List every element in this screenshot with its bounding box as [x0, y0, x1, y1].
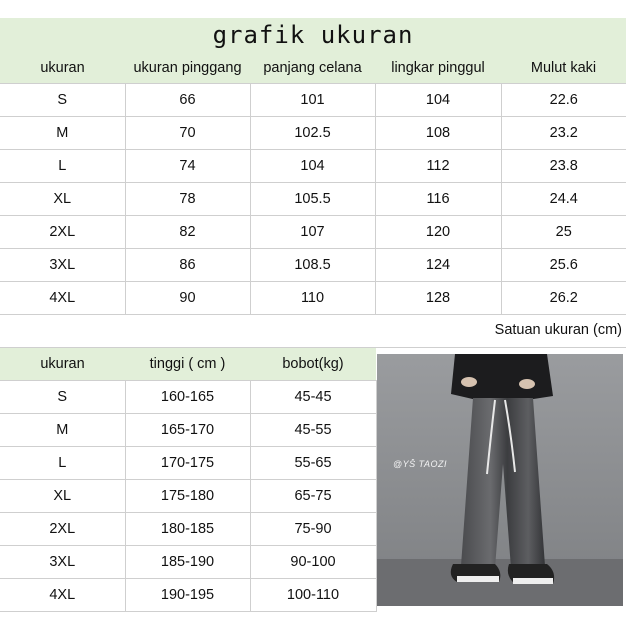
hand	[519, 379, 535, 389]
cell-size: 3XL	[0, 249, 125, 282]
cell-leg-opening: 26.2	[501, 282, 626, 315]
product-photo	[377, 354, 623, 606]
cell-height: 160-165	[125, 381, 250, 414]
cell-weight: 55-65	[250, 447, 376, 480]
cell-hip: 128	[375, 282, 501, 315]
cell-weight: 45-45	[250, 381, 376, 414]
table-row	[0, 480, 376, 513]
cell-weight: 100-110	[250, 579, 376, 612]
cell-leg-opening: 24.4	[501, 183, 626, 216]
model-illustration	[377, 354, 623, 606]
header-mulut-kaki: Mulut kaki	[501, 52, 626, 84]
table-row	[0, 84, 626, 117]
cell-size: S	[0, 381, 125, 414]
table-row	[0, 249, 626, 282]
cell-length: 107	[250, 216, 375, 249]
cell-waist: 90	[125, 282, 250, 315]
cell-leg-opening: 23.8	[501, 150, 626, 183]
header-bobot: bobot(kg)	[250, 348, 376, 381]
table-row	[0, 381, 376, 414]
cell-waist: 78	[125, 183, 250, 216]
cell-leg-opening: 22.6	[501, 84, 626, 117]
header-panjang-celana: panjang celana	[250, 52, 375, 84]
cell-size: L	[0, 150, 125, 183]
cell-hip: 124	[375, 249, 501, 282]
height-weight-header	[0, 348, 376, 381]
cell-hip: 112	[375, 150, 501, 183]
cell-waist: 82	[125, 216, 250, 249]
size-table-header	[0, 52, 626, 84]
hand	[461, 377, 477, 387]
cell-size: L	[0, 447, 125, 480]
cell-height: 170-175	[125, 447, 250, 480]
photo-watermark: @YŠ TAOZI	[393, 459, 447, 469]
shirt	[451, 354, 553, 400]
cell-leg-opening: 23.2	[501, 117, 626, 150]
cell-weight: 65-75	[250, 480, 376, 513]
chart-title: grafik ukuran	[0, 18, 626, 52]
cell-weight: 75-90	[250, 513, 376, 546]
cell-size: 3XL	[0, 546, 125, 579]
height-weight-table	[0, 348, 377, 612]
cell-waist: 66	[125, 84, 250, 117]
cell-waist: 70	[125, 117, 250, 150]
header-ukuran-pinggang: ukuran pinggang	[125, 52, 250, 84]
cell-size: 4XL	[0, 282, 125, 315]
unit-note: Satuan ukuran (cm)	[494, 322, 622, 338]
cell-hip: 116	[375, 183, 501, 216]
cell-length: 101	[250, 84, 375, 117]
header-tinggi: tinggi ( cm )	[125, 348, 250, 381]
table-row	[0, 117, 626, 150]
cell-waist: 74	[125, 150, 250, 183]
table-row	[0, 150, 626, 183]
cell-size: M	[0, 414, 125, 447]
cell-size: M	[0, 117, 125, 150]
cell-length: 105.5	[250, 183, 375, 216]
cell-length: 104	[250, 150, 375, 183]
header-lingkar-pinggul: lingkar pinggul	[375, 52, 501, 84]
cell-weight: 90-100	[250, 546, 376, 579]
cell-leg-opening: 25.6	[501, 249, 626, 282]
table-row	[0, 414, 376, 447]
table-row	[0, 579, 376, 612]
header-ukuran: ukuran	[0, 52, 125, 84]
cell-length: 108.5	[250, 249, 375, 282]
table-row	[0, 183, 626, 216]
cell-weight: 45-55	[250, 414, 376, 447]
table-row	[0, 513, 376, 546]
cell-size: XL	[0, 480, 125, 513]
table-row	[0, 282, 626, 315]
cell-height: 180-185	[125, 513, 250, 546]
cell-waist: 86	[125, 249, 250, 282]
cell-height: 165-170	[125, 414, 250, 447]
cell-height: 190-195	[125, 579, 250, 612]
cell-size: 4XL	[0, 579, 125, 612]
size-table	[0, 52, 626, 315]
cell-hip: 108	[375, 117, 501, 150]
ground	[377, 559, 623, 606]
cell-size: XL	[0, 183, 125, 216]
cell-hip: 104	[375, 84, 501, 117]
cell-leg-opening: 25	[501, 216, 626, 249]
table-row	[0, 447, 376, 480]
right-shoe-sole	[513, 578, 553, 584]
cell-size: 2XL	[0, 216, 125, 249]
cell-length: 110	[250, 282, 375, 315]
table-row	[0, 216, 626, 249]
cell-height: 175-180	[125, 480, 250, 513]
cell-height: 185-190	[125, 546, 250, 579]
left-shoe-sole	[457, 576, 499, 582]
cell-length: 102.5	[250, 117, 375, 150]
header-ukuran: ukuran	[0, 348, 125, 381]
cell-size: 2XL	[0, 513, 125, 546]
cell-size: S	[0, 84, 125, 117]
table-row	[0, 546, 376, 579]
cell-hip: 120	[375, 216, 501, 249]
